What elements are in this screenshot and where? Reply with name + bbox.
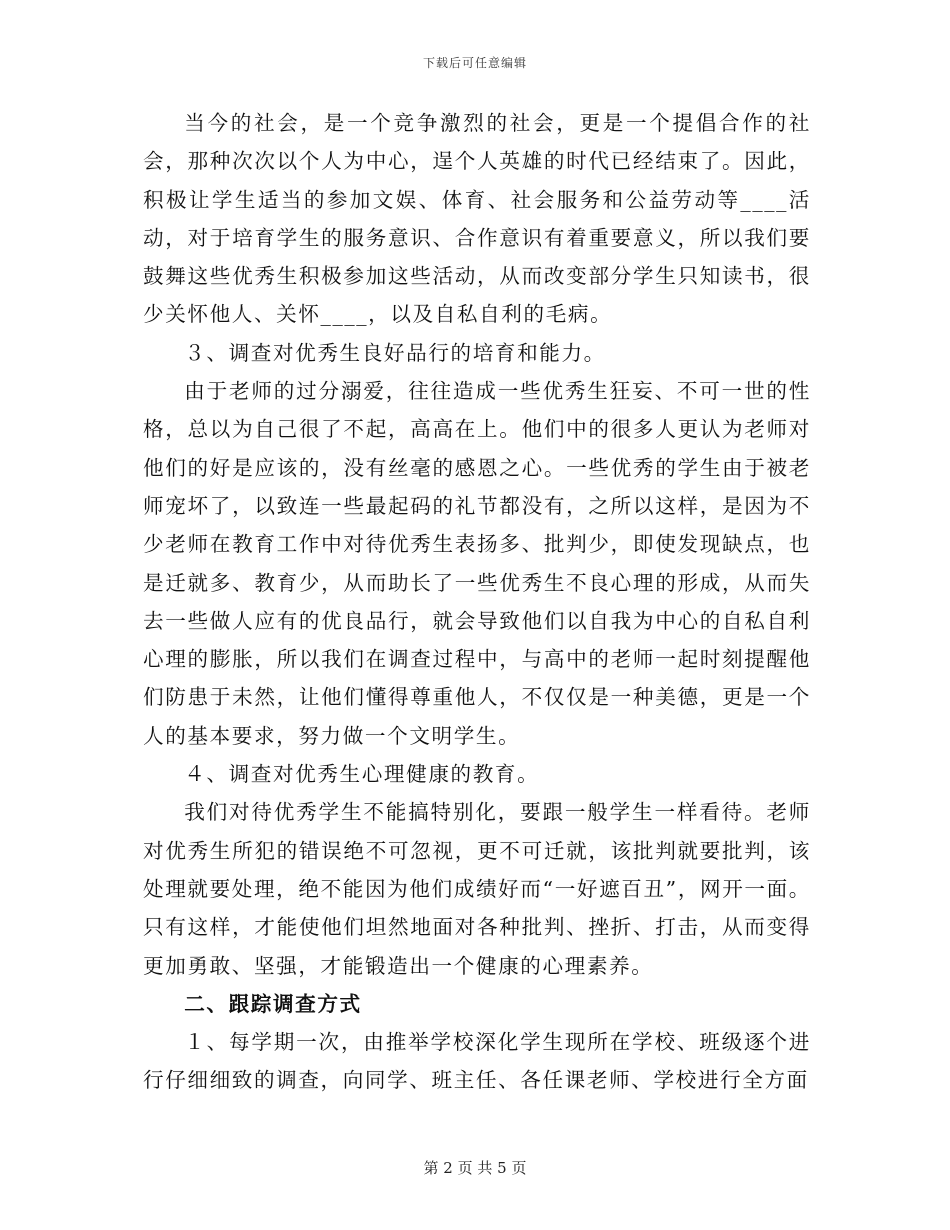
section-item-3-title: ３、调查对优秀生良好品行的培育和能力。 [184, 340, 606, 365]
section-heading-tracking-method: 二、跟踪调查方式 [184, 991, 362, 1016]
paragraph-moral-cultivation: 由于老师的过分溺爱，往往造成一些优秀生狂妄、不可一世的性格，总以为自己很了不起，高高在上。他们中的很多人更认为老师对他们的好是应该的，没有丝毫的感恩之心。一些优秀的学生由于被老师宠坏了，以致连一些最起码的礼节都没有，之所以这样，是因为不少老师在教育工作中对待优秀生表扬多、批判少，即使发现缺点，也是迁就多、教育少，从而助长了一些优秀生不良心理的形成，从而失去一些做人应有的优良品行，就会导致他们以自我为中心的自私自利心理的膨胀，所以我们在调查过程中，与高中的老师一起时刻提醒他们防患于未然，让他们懂得尊重他人，不仅仅是一种美德，更是一个人的基本要求，努力做一个文明学生。 [143, 379, 811, 748]
section-item-4-title: ４、调查对优秀生心理健康的教育。 [184, 762, 540, 787]
document-body [143, 104, 811, 1100]
paragraph-mental-health: 我们对待优秀学生不能搞特别化，要跟一般学生一样看待。老师对优秀生所犯的错误绝不可忽视，更不可迁就，该批判就要批判，该处理就要处理，绝不能因为他们成绩好而“一好遮百丑”，网开一面。只有这样，才能使他们坦然地面对各种批判、挫折、打击，从而变得更加勇敢、坚强，才能锻造出一个健康的心理素养。 [143, 800, 811, 978]
page-header: 下载后可任意编辑 [422, 56, 527, 70]
page-number-footer: 第 2 页 共 5 页 [423, 1159, 527, 1177]
section-item-1-text: １、每学期一次，由推举学校深化学生现所在学校、班级逐个进行仔细细致的调查，向同学、班主任、各任课老师、学校进行全方面 [143, 1030, 811, 1093]
paragraph-cooperation: 当今的社会，是一个竞争激烈的社会，更是一个提倡合作的社会，那种次次以个人为中心，逞个人英雄的时代已经结束了。因此，积极让学生适当的参加文娱、体育、社会服务和公益劳动等____活动，对于培育学生的服务意识、合作意识有着重要意义，所以我们要鼓舞这些优秀生积极参加这些活动，从而改变部分学生只知读书，很少关怀他人、关怀____，以及自私自利的毛病。 [143, 111, 811, 327]
